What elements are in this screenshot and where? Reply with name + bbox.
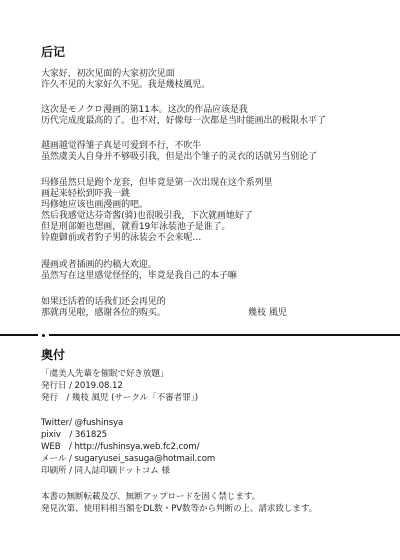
afterword-line: 漫画或者插画的约稿大欢迎。 <box>41 260 157 270</box>
afterword-line: 那就再见啦，感谢各位的购买。 <box>41 308 166 318</box>
section-divider <box>0 333 400 337</box>
copyright-notice: 発見次第、使用料相当額をDL数・PV数等から判断の上、請求致します。 <box>41 504 318 514</box>
divider-right-bar <box>49 334 400 336</box>
colophon-heading: 奥付 <box>41 348 66 362</box>
afterword-heading: 后记 <box>41 45 66 59</box>
pixiv-id: pixiv / 361825 <box>41 430 108 440</box>
afterword-line: 如果还活着的话我们还会再见的 <box>41 297 166 307</box>
divider-dot <box>42 334 45 337</box>
afterword-line: 但是刑部姬也想画，就看19年泳装池子是谁了。 <box>41 222 231 232</box>
book-title: 「虞美人先輩を催眠で好き放題」 <box>41 369 169 379</box>
publisher: 発行 / 幾枝 風児 (サークル「不審者罪」) <box>41 393 199 403</box>
printer: 印刷所 / 同人誌印刷ドットコム 様 <box>41 466 170 476</box>
afterword-line: 虽然虞美人自身并不够吸引我，但是出个雏子的灵衣的话就另当别论了 <box>41 152 317 162</box>
web-url: WEB / http://fushinsya.web.fc2.com/ <box>41 442 200 452</box>
author-signature: 幾枝 風児 <box>248 308 287 318</box>
afterword-line: 然后我感觉达芬奇酱(骑)也很吸引我，下次就画她好了 <box>41 211 253 221</box>
afterword-line: 大家好，初次见面的大家初次见面 <box>41 69 175 79</box>
afterword-line: 历代完成度最高的了。也不对，好像每一次都是当时能画出的极限水平了 <box>41 116 326 126</box>
afterword-line: 玛修她应该也画漫画的吧。 <box>41 200 148 210</box>
afterword-line: 虽然写在这里感觉怪怪的，毕竟是我自己的本子嘛 <box>41 271 237 281</box>
copyright-notice: 本書の無断転載及び、無断アップロードを固く禁じます。 <box>41 492 261 502</box>
issue-date: 発行日 / 2019.08.12 <box>41 381 123 391</box>
twitter-handle: Twitter/ @fushinsya <box>41 418 124 428</box>
afterword-line: 画起来轻松到吓我一跳 <box>41 189 131 199</box>
afterword-line: 铃鹿御前或者豹子男的泳装会不会来呢… <box>41 233 202 243</box>
afterword-line: 越画越觉得雏子真是可爱到不行，不吹牛 <box>41 141 202 151</box>
mail-address: メール / sugaryusei_sasuga@hotmail.com <box>41 454 216 464</box>
divider-left-bar <box>0 334 38 336</box>
afterword-line: 许久不见的大家好久不见。我是幾枝風児。 <box>41 80 211 90</box>
afterword-line: 玛修虽然只是跑个龙套，但毕竟是第一次出现在这个系列里 <box>41 178 273 188</box>
afterword-line: 这次是モノクロ漫画的第11本。这次的作品应该是我 <box>41 105 248 115</box>
